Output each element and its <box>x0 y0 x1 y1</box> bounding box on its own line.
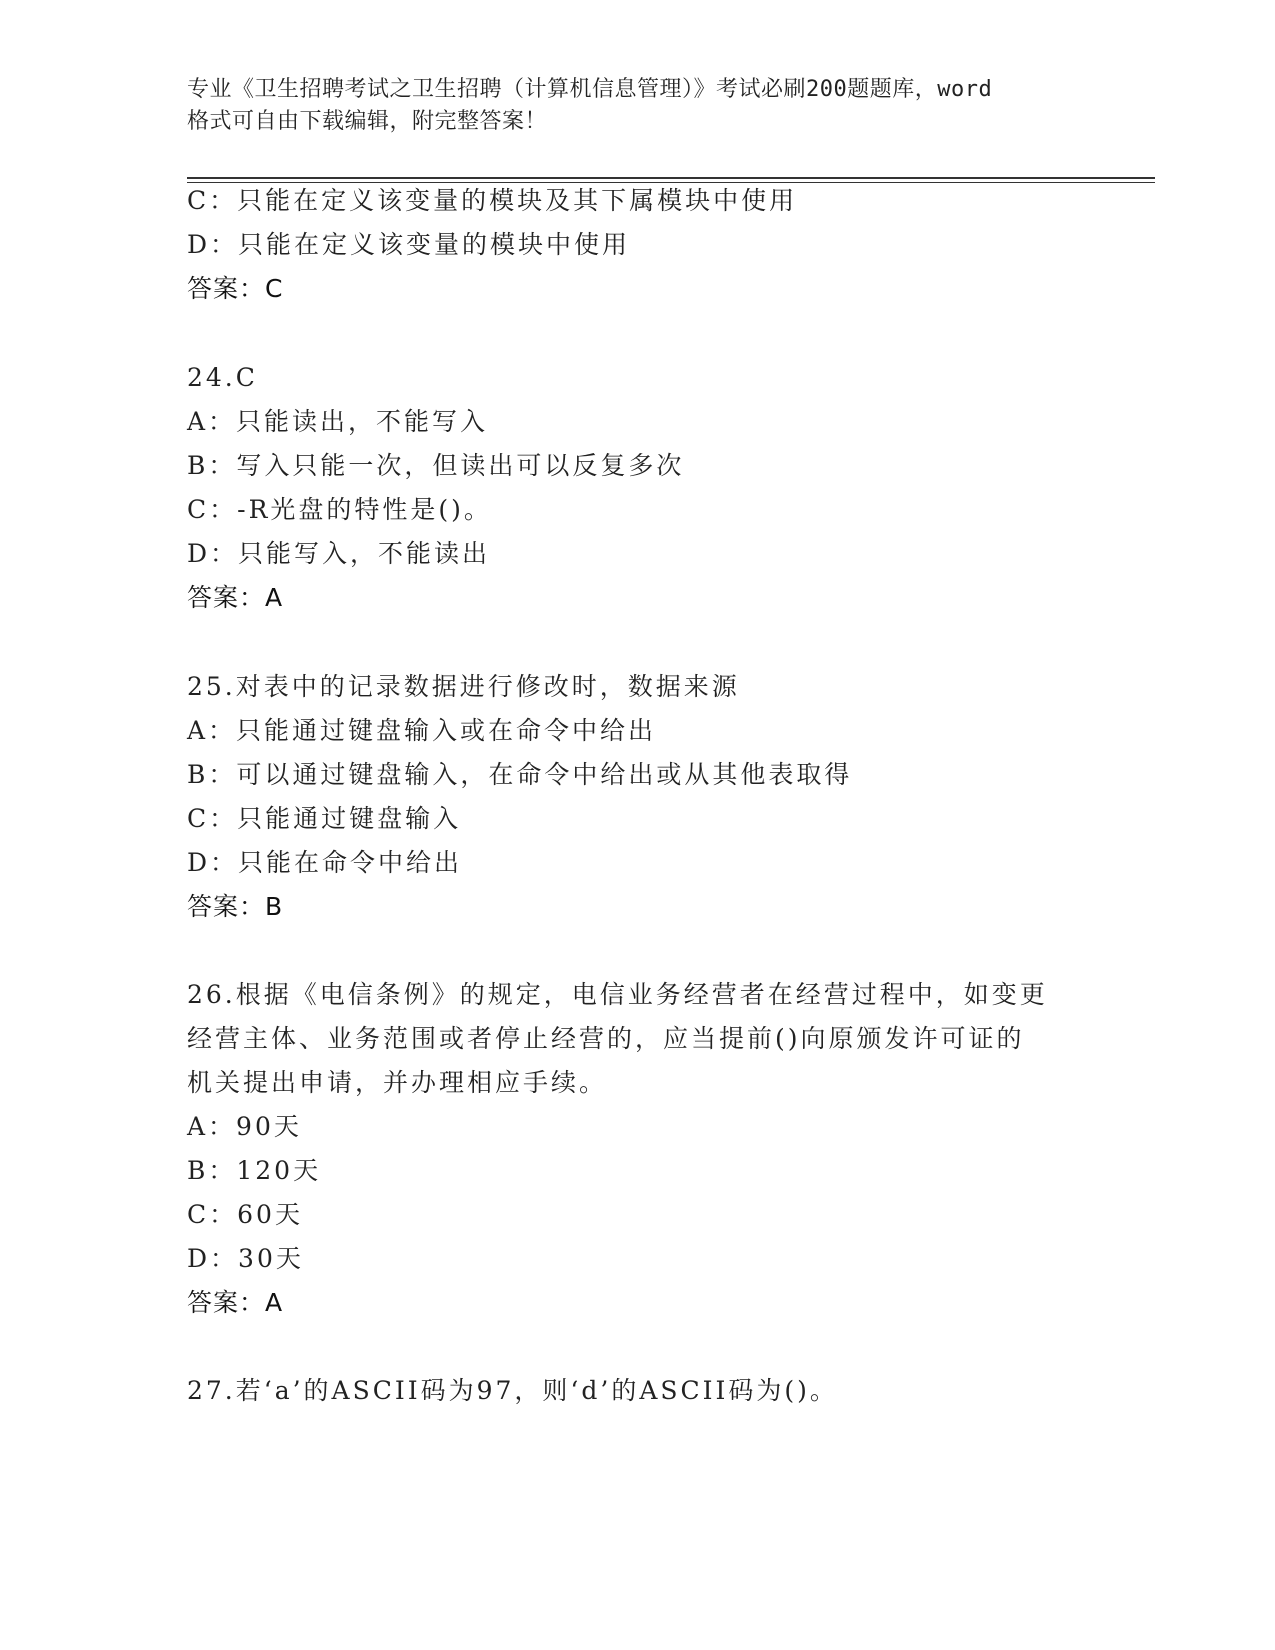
q26-answer: 答案：A <box>187 1288 284 1317</box>
q25-option-c: C：只能通过键盘输入 <box>187 804 462 833</box>
q26-question-line-1: 26.根据《电信条例》的规定，电信业务经营者在经营过程中，如变更 <box>187 980 1048 1009</box>
q26-question-line-2: 经营主体、业务范围或者停止经营的，应当提前()向原颁发许可证的 <box>187 1024 1025 1053</box>
q25-option-b: B：可以通过键盘输入，在命令中给出或从其他表取得 <box>187 760 853 789</box>
q24-option-b: B：写入只能一次，但读出可以反复多次 <box>187 451 685 480</box>
q27-question: 27.若‘a’的ASCII码为97，则‘d’的ASCII码为()。 <box>187 1376 838 1405</box>
q25-option-d: D：只能在命令中给出 <box>187 848 463 877</box>
q23-option-c: C：只能在定义该变量的模块及其下属模块中使用 <box>187 186 798 215</box>
q23-option-d: D：只能在定义该变量的模块中使用 <box>187 230 631 259</box>
q24-question: 24.C <box>187 363 258 392</box>
q26-option-d: D：30天 <box>187 1244 304 1273</box>
q23-answer: 答案：C <box>187 274 284 303</box>
q26-option-c: C：60天 <box>187 1200 303 1229</box>
q25-question: 25.对表中的记录数据进行修改时，数据来源 <box>187 672 740 701</box>
q24-option-d: D：只能写入，不能读出 <box>187 539 491 568</box>
q26-option-a: A：90天 <box>187 1112 302 1141</box>
q24-option-a: A：只能读出，不能写入 <box>187 407 489 436</box>
header-divider-thick <box>187 177 1155 179</box>
q24-answer: 答案：A <box>187 583 284 612</box>
q26-question-line-3: 机关提出申请，并办理相应手续。 <box>187 1068 608 1097</box>
q26-option-b: B：120天 <box>187 1156 322 1185</box>
header-title-line-1: 专业《卫生招聘考试之卫生招聘（计算机信息管理）》考试必刷200题题库，word <box>187 77 993 102</box>
header-divider-thin <box>187 182 1155 183</box>
q25-option-a: A：只能通过键盘输入或在命令中给出 <box>187 716 657 745</box>
document-header <box>187 74 1087 138</box>
q24-option-c: C：-R光盘的特性是()。 <box>187 495 492 524</box>
q25-answer: 答案：B <box>187 892 284 921</box>
header-title-line-2: 格式可自由下载编辑，附完整答案！ <box>187 109 548 134</box>
